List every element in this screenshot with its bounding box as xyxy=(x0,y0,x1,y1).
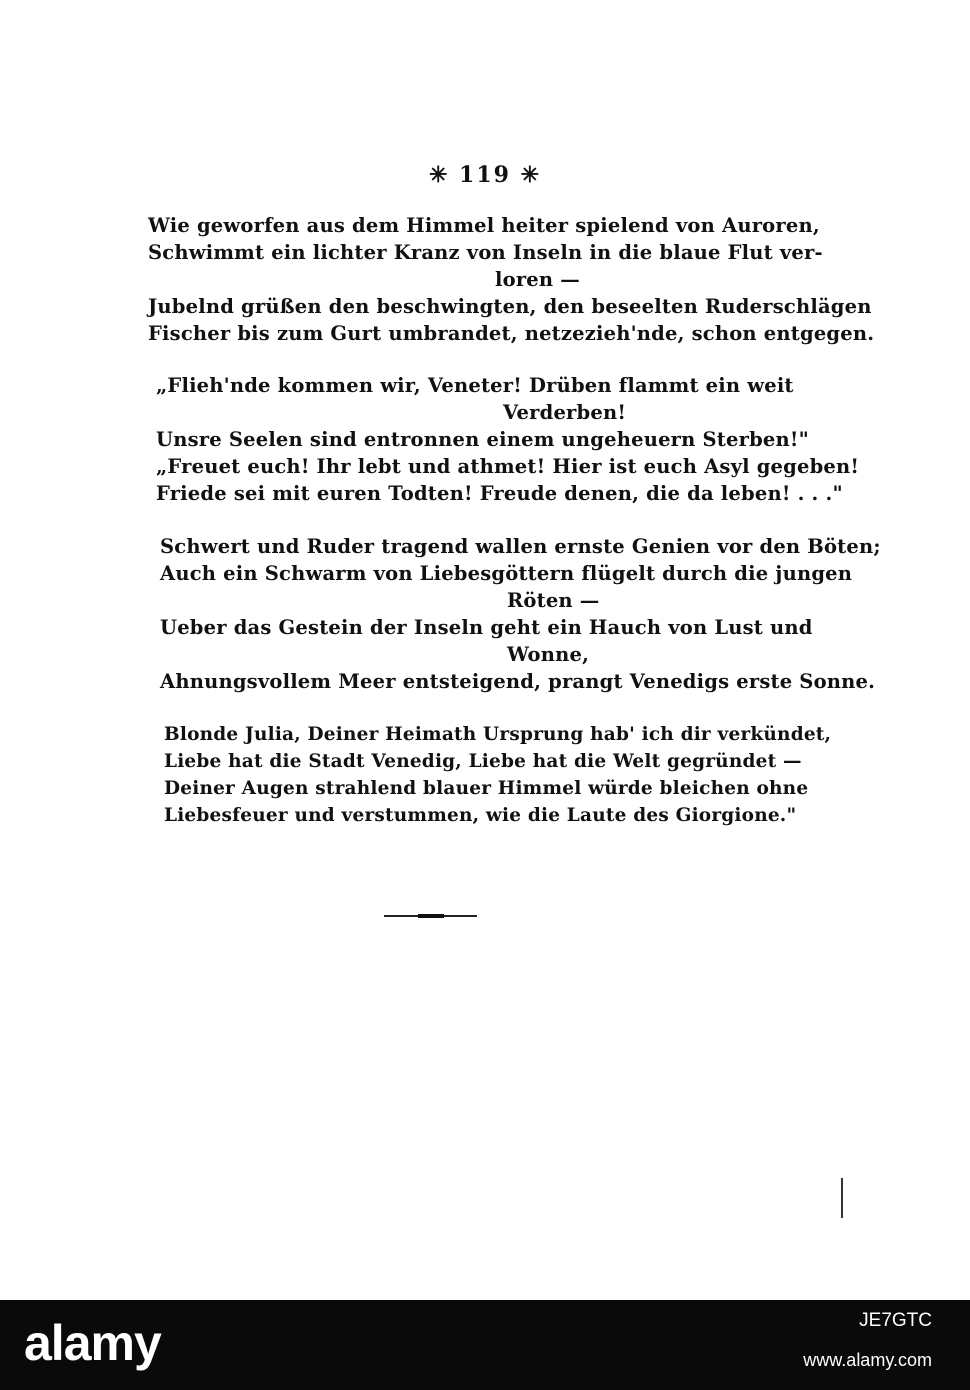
watermark-footer xyxy=(0,1300,970,1390)
verse-line: Jubelnd grüßen den beschwingten, den beseelten Ruderschlägen xyxy=(148,295,872,318)
verse-line: Unsre Seelen sind entronnen einem ungeheuern Sterben!" xyxy=(156,428,810,451)
verse-line-continuation: loren — xyxy=(495,268,580,291)
verse-line: Schwert und Ruder tragend wallen ernste Genien vor den Böten; xyxy=(160,535,881,558)
verse-line: Ueber das Gestein der Inseln geht ein Hauch von Lust und xyxy=(160,616,813,639)
verse-line: Blonde Julia, Deiner Heimath Ursprung hab' ich dir verkündet, xyxy=(164,724,832,745)
stanza-1 xyxy=(148,212,875,347)
verse-line-continuation: Wonne, xyxy=(507,643,590,666)
verse-line: Schwimmt ein lichter Kranz von Inseln in die blaue Flut ver- xyxy=(148,241,823,264)
verse-line: Wie geworfen aus dem Himmel heiter spielend von Auroren, xyxy=(148,214,820,237)
verse-line: Liebesfeuer und verstummen, wie die Laute des Giorgione." xyxy=(164,805,797,826)
verse-line: Liebe hat die Stadt Venedig, Liebe hat die Welt gegründet — xyxy=(164,751,802,772)
footer-url: www.alamy.com xyxy=(803,1350,932,1370)
verse-line-continuation: Röten — xyxy=(507,589,600,612)
image-id: JE7GTC xyxy=(859,1310,932,1331)
stanza-4 xyxy=(164,721,832,829)
verse-line: Friede sei mit euren Todten! Freude denen, die da leben! . . ." xyxy=(156,482,843,505)
verse-line: Ahnungsvollem Meer entsteigend, prangt Venedigs erste Sonne. xyxy=(160,670,876,693)
page-number: ✳ 119 ✳ xyxy=(428,162,542,188)
ornamental-divider xyxy=(384,915,477,917)
verse-line: „Flieh'nde kommen wir, Veneter! Drüben flammt ein weit xyxy=(156,374,794,397)
verse-line: „Freuet euch! Ihr lebt und athmet! Hier ist euch Asyl gegeben! xyxy=(156,455,860,478)
verse-line: Auch ein Schwarm von Liebesgöttern flügelt durch die jungen xyxy=(160,562,853,585)
stanza-3 xyxy=(160,533,881,695)
verse-line: Fischer bis zum Gurt umbrandet, netzezieh'nde, schon entgegen. xyxy=(148,322,875,345)
margin-mark xyxy=(841,1178,843,1218)
alamy-logo: alamy xyxy=(24,1315,161,1371)
verse-line: Deiner Augen strahlend blauer Himmel würde bleichen ohne xyxy=(164,778,809,799)
stanza-2 xyxy=(156,372,860,507)
verse-line-continuation: Verderben! xyxy=(503,401,627,424)
